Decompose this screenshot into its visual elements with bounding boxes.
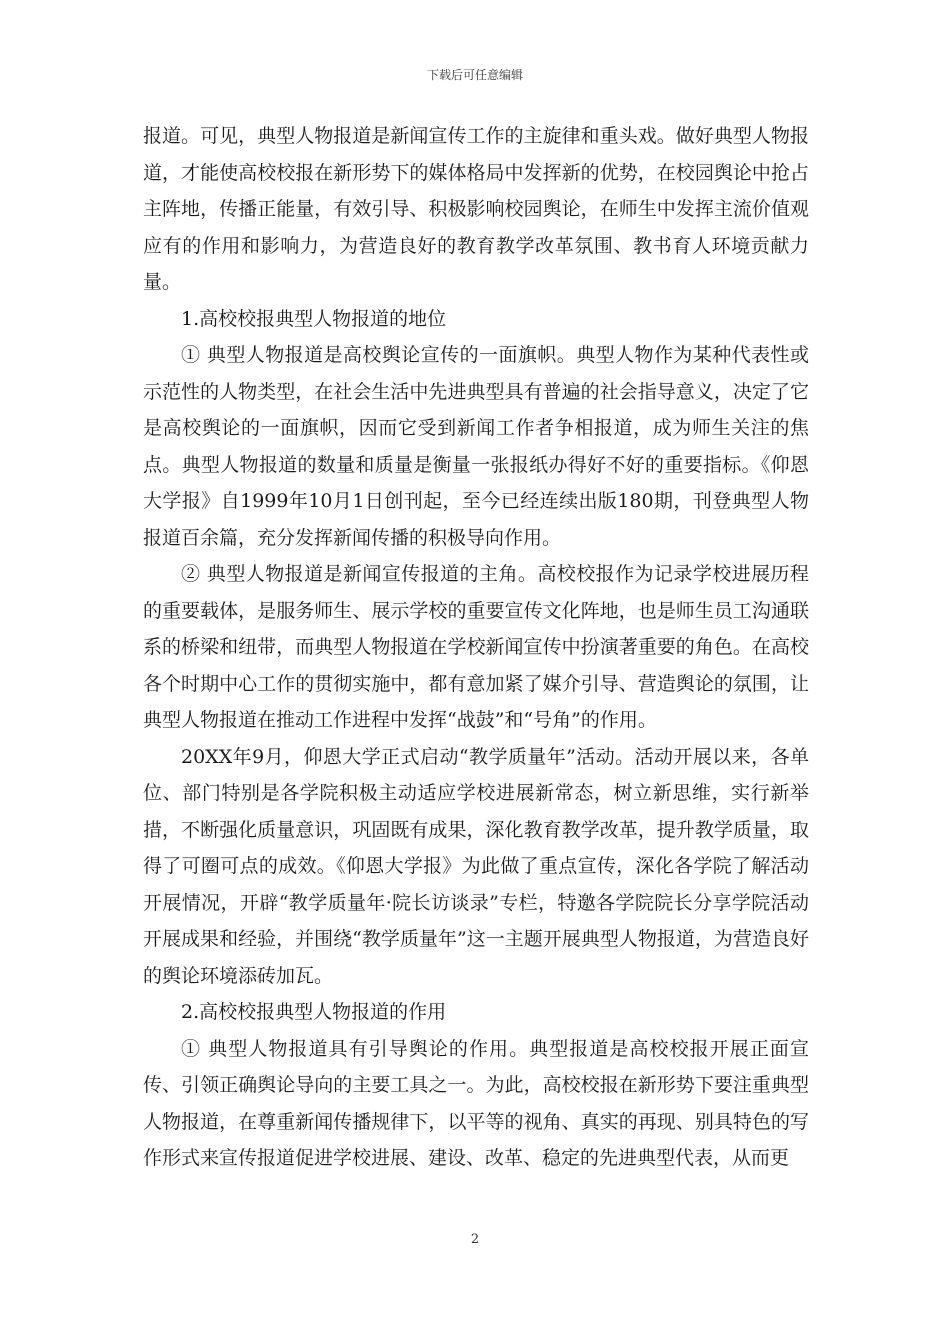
section-heading-2: 2.高校校报典型人物报道的作用 xyxy=(181,1001,447,1023)
paragraph-quality-year: 20XX年9月，仰恩大学正式启动“教学质量年”活动。活动开展以来，各单位、部门特别是各学院积极主动适应学校进展新常态，树立新思维，实行新举措，不断强化质量意识，巩固既有成果，深化教育教学改革，提升教学质量，取得了可圈可点的成效。《仰恩大学报》为此做了重点宣传，深化各学院了解活动开展情况，开辟“教学质量年·院长访谈录”专栏，特邀各学院院长分享学院活动开展成果和经验，并围绕“教学质量年”这一主题开展典型人物报道，为营造良好的舆论环境添砖加瓦。 xyxy=(143,745,809,987)
paragraph-item-2: ② 典型人物报道是新闻宣传报道的主角。高校校报作为记录学校进展历程的重要载体，是服务师生、展示学校的重要宣传文化阵地，也是师生员工沟通联系的桥梁和纽带，而典型人物报道在学校新闻宣传中扮演著重要的角色。在高校各个时期中心工作的贯彻实施中，都有意加紧了媒介引导、营造舆论的氛围，让典型人物报道在推动工作进程中发挥“战鼓”和“号角”的作用。 xyxy=(143,563,809,731)
section-heading-1: 1.高校校报典型人物报道的地位 xyxy=(181,307,447,330)
paragraph-continuation: 报道。可见，典型人物报道是新闻宣传工作的主旋律和重头戏。做好典型人物报道，才能使高校校报在新形势下的媒体格局中发挥新的优势，在校园舆论中抢占主阵地，传播正能量，有效引导、积极影响校园舆论，在师生中发挥主流价值观应有的作用和影响力，为营造良好的教育教学改革氛围、教书育人环境贡献力量。 xyxy=(143,125,809,293)
page-header: 下载后可任意编辑 xyxy=(426,68,523,82)
page-number: 2 xyxy=(470,1232,480,1247)
paragraph-item-3: ① 典型人物报道具有引导舆论的作用。典型报道是高校校报开展正面宣传、引领正确舆论导向的主要工具之一。为此，高校校报在新形势下要注重典型人物报道，在尊重新闻传播规律下，以平等的视角、真实的再现、别具特色的写作形式来宣传报道促进学校进展、建设、改革、稳定的先进典型代表，从而更 xyxy=(143,1037,809,1169)
paragraph-item-1: ① 典型人物报道是高校舆论宣传的一面旗帜。典型人物作为某种代表性或示范性的人物类型，在社会生活中先进典型具有普遍的社会指导意义，决定了它是高校舆论的一面旗帜，因而它受到新闻工作者争相报道，成为师生关注的焦点。典型人物报道的数量和质量是衡量一张报纸办得好不好的重要指标。《仰恩大学报》自1999年10月1日创刊起，至今已经连续出版180期，刊登典型人物报道百余篇，充分发挥新闻传播的积极导向作用。 xyxy=(143,344,809,549)
document-body xyxy=(143,118,809,1177)
